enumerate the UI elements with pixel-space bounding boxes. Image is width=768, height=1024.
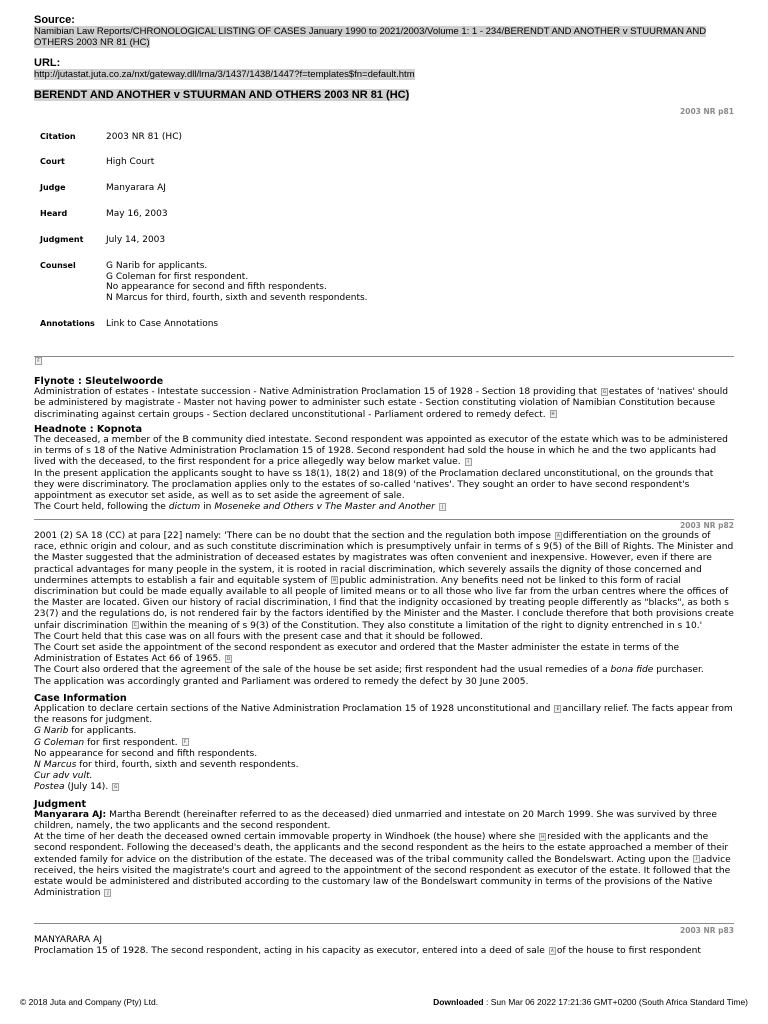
meta-label-judgment: Judgment	[40, 235, 84, 244]
meta-value-heard: May 16, 2003	[106, 209, 168, 219]
margin-marker: E	[554, 705, 561, 713]
meta-value-court: High Court	[106, 157, 155, 167]
headnote-paragraph: In the present application the applicants sought to have ss 18(1), 18(2) and 18(9) of the Proclamation declared unconstitutional, on the grounds that they were discriminatory. The proclamation applies only to the estates of so-called 'natives'. They sought an order to have second respondent's appointment as executor set aside, as well as to set aside the agreement of sale.	[34, 468, 714, 502]
headnote-paragraph: The Court held, following the dictum in Moseneke and Others v The Master and Another J	[34, 502, 734, 513]
margin-marker: F	[182, 738, 189, 746]
p83-section	[34, 935, 734, 957]
page-divider	[34, 519, 734, 520]
case-information-heading: Case Information	[34, 692, 127, 704]
case-information-paragraph: Application to declare certain sections of the Native Administration Proclamation 15 of 1928 unconstitutional and E ancillary relief. The facts appear from the reasons for judgment.	[34, 704, 733, 726]
margin-marker: I	[465, 458, 472, 466]
margin-marker: H	[541, 833, 545, 839]
counsel-entry: G Narib for applicants.	[34, 726, 137, 737]
counsel-entry: G Coleman for first respondent. F	[34, 738, 734, 749]
headnote-heading: Headnote : Kopnota	[34, 423, 143, 435]
flynote-headnote-section	[34, 376, 734, 513]
source-block	[34, 14, 734, 48]
case-annotations-link[interactable]: Link to Case Annotations	[106, 319, 219, 329]
url-block	[34, 57, 734, 80]
margin-marker: F	[35, 357, 42, 365]
meta-value-citation: 2003 NR 81 (HC)	[106, 132, 182, 142]
margin-marker: A	[555, 532, 562, 540]
margin-marker: G	[114, 783, 118, 789]
cur-adv-vult: Cur adv vult.	[34, 771, 93, 782]
margin-marker: A	[549, 947, 556, 955]
counsel-line: N Marcus for third, fourth, sixth and seventh respondents.	[106, 292, 368, 303]
meta-value-counsel	[106, 261, 368, 303]
headnote-paragraph: The deceased, a member of the B community died intestate. Second respondent was appointed as executor of the estate which was to be administered in terms of s 18 of the Native Administration Proclamation 15 of 1928. Second respondent had sold the house in which he and the two applicants had lived with the deceased, to the first respondent for a price allegedly way below market value. I	[34, 435, 728, 468]
running-head: MANYARARA AJ	[34, 935, 103, 945]
document-title: BERENDT AND ANOTHER v STUURMAN AND OTHERS 2003 NR 81 (HC)	[34, 89, 410, 101]
source-line-1: Namibian Law Reports/CHRONOLOGICAL LISTING OF CASES January 1990 to 2021/2003/Volume 1: 1 - 234/BERENDT AND ANOTHER v STUURMAN AND	[34, 26, 707, 37]
downloaded-label: Downloaded	[433, 997, 484, 1007]
page-divider	[34, 923, 734, 924]
url-label: URL:	[34, 57, 61, 69]
margin-marker: I	[693, 855, 700, 863]
meta-value-judge: Manyarara AJ	[106, 183, 166, 193]
footer-copyright: © 2018 Juta and Company (Pty) Ltd.	[20, 997, 159, 1007]
source-label: Source:	[34, 14, 75, 26]
url-link[interactable]: http://jutastat.juta.co.za/nxt/gateway.dll/lrna/3/1437/1438/1447?f=templates$fn=default.htm	[34, 69, 415, 80]
holding-paragraph: The Court set aside the appointment of the second respondent as executor and ordered that the Master administer the estate in terms of the Administration of Estates Act 66 of 1965. D	[34, 643, 680, 665]
margin-marker: C	[132, 621, 139, 629]
meta-label-court: Court	[40, 157, 65, 166]
judgment-heading: Judgment	[34, 798, 87, 810]
page-ref-p83: 2003 NR p83	[680, 926, 734, 935]
footer-downloaded	[433, 997, 748, 1007]
judgment-paragraph: At the time of her death the deceased owned certain immovable property in Windhoek (the house) where she H resided with the applicants and the second respondent. Following the deceased's death, the applicants and the second respondent as the heirs to the estate approached a member of their extended family for advice on the distribution of the estate. The deceased was of the tribal community called the Bondelswart. Acting upon the I advice received, the heirs visited the magistrate's court and agreed to the appointment of the second respondent as executor of the estate. It followed that the estate would be administered and distributed according to the customary law of the Bondelswart community in terms of the provisions of the Native Administration J	[34, 832, 731, 899]
judgment-paragraph: Proclamation 15 of 1928. The second respondent, acting in his capacity as executor, entered into a deed of sale A of the house to first respondent	[34, 946, 701, 957]
counsel-entry: N Marcus for third, fourth, sixth and seventh respondents.	[34, 760, 299, 771]
counsel-line: G Narib for applicants.	[106, 261, 208, 271]
flynote-heading: Flynote : Sleutelwoorde	[34, 376, 164, 387]
margin-marker: B	[331, 576, 338, 584]
source-line-2: OTHERS 2003 NR 81 (HC)	[34, 37, 150, 48]
counsel-entry: No appearance for second and fifth respondents.	[34, 748, 258, 759]
margin-marker: G	[602, 388, 606, 394]
margin-marker: H	[551, 411, 555, 417]
flynote-text: Administration of estates - Intestate succession - Native Administration Proclamation 15 of 1928 - Section 18 providing that G estates of 'natives' should be administered by magistrate - Master not having power to administer such estate - Section constituting violation of Namibian Constitution because discriminating against certain groups - Section declared unconstitutional - Parliament ordered to remedy defect. H	[34, 387, 728, 420]
holding-paragraph: The application was accordingly granted and Parliament was ordered to remedy the defect by 30 June 2005.	[34, 676, 529, 687]
meta-label-citation: Citation	[40, 132, 76, 141]
section-divider	[34, 356, 734, 357]
margin-marker: J	[439, 503, 446, 511]
holding-paragraph: The Court also ordered that the agreement of the sale of the house be set aside; first respondent had the usual remedies of a bona fide purchaser.	[34, 665, 704, 676]
page-ref-p82: 2003 NR p82	[680, 521, 734, 530]
postea: Postea (July 14). G	[34, 782, 118, 793]
counsel-line: No appearance for second and fifth respondents.	[106, 282, 327, 292]
quotation-paragraph: 2001 (2) SA 18 (CC) at para [22] namely: 'There can be no doubt that the section and the regulation both impose A differentiation on the grounds of race, ethnic origin and colour, and as such constitute discrimination which is presumptively unfair in terms of s 9(5) of the Bill of Rights. The Minister and the Master suggested that the administration of deceased estates by magistrates was often convenient and inexpensive. However, even if there are practical advantages for many people in the system, it is rooted in racial discrimination, which severely assails the dignity of those concerned and undermines attempts to establish a fair and equitable system of B public administration. Any benefits need not be linked to this form of racial discrimination but could be made equally available to all people of limited means or to all those who live far from the urban centres where the offices of the Master are located. Given our history of racial discrimination, I find that the indignity occasioned by treating people differently as "blacks", as both s 23(7) and the regulations do, is not rendered fair by the factors identified by the Minister and the Master. I conclude therefore that both provisions create unfair discrimination C within the meaning of s 9(3) of the Constitution. They also constitute a limitation of the right to dignity entrenched in s 10.'	[34, 531, 734, 631]
meta-label-annotations: Annotations	[40, 319, 95, 328]
meta-label-counsel: Counsel	[40, 261, 76, 270]
counsel-line: G Coleman for first respondent.	[106, 271, 249, 282]
margin-marker: D	[227, 655, 231, 661]
page-ref-p81: 2003 NR p81	[680, 107, 734, 116]
meta-label-judge: Judge	[40, 183, 66, 192]
meta-value-judgment: July 14, 2003	[106, 235, 166, 245]
holding-paragraph: The Court held that this case was on all fours with the present case and that it should be followed.	[34, 631, 484, 642]
downloaded-value: : Sun Mar 06 2022 17:21:36 GMT+0200 (South Africa Standard Time)	[486, 997, 748, 1007]
quotation-section	[34, 531, 734, 900]
meta-label-heard: Heard	[40, 209, 68, 218]
judgment-paragraph: Manyarara AJ: Martha Berendt (hereinafter referred to as the deceased) died unmarried and intestate on 20 March 1999. She was survived by three children, namely, the two applicants and the second respondent.	[34, 809, 717, 832]
margin-marker: J	[104, 889, 111, 897]
